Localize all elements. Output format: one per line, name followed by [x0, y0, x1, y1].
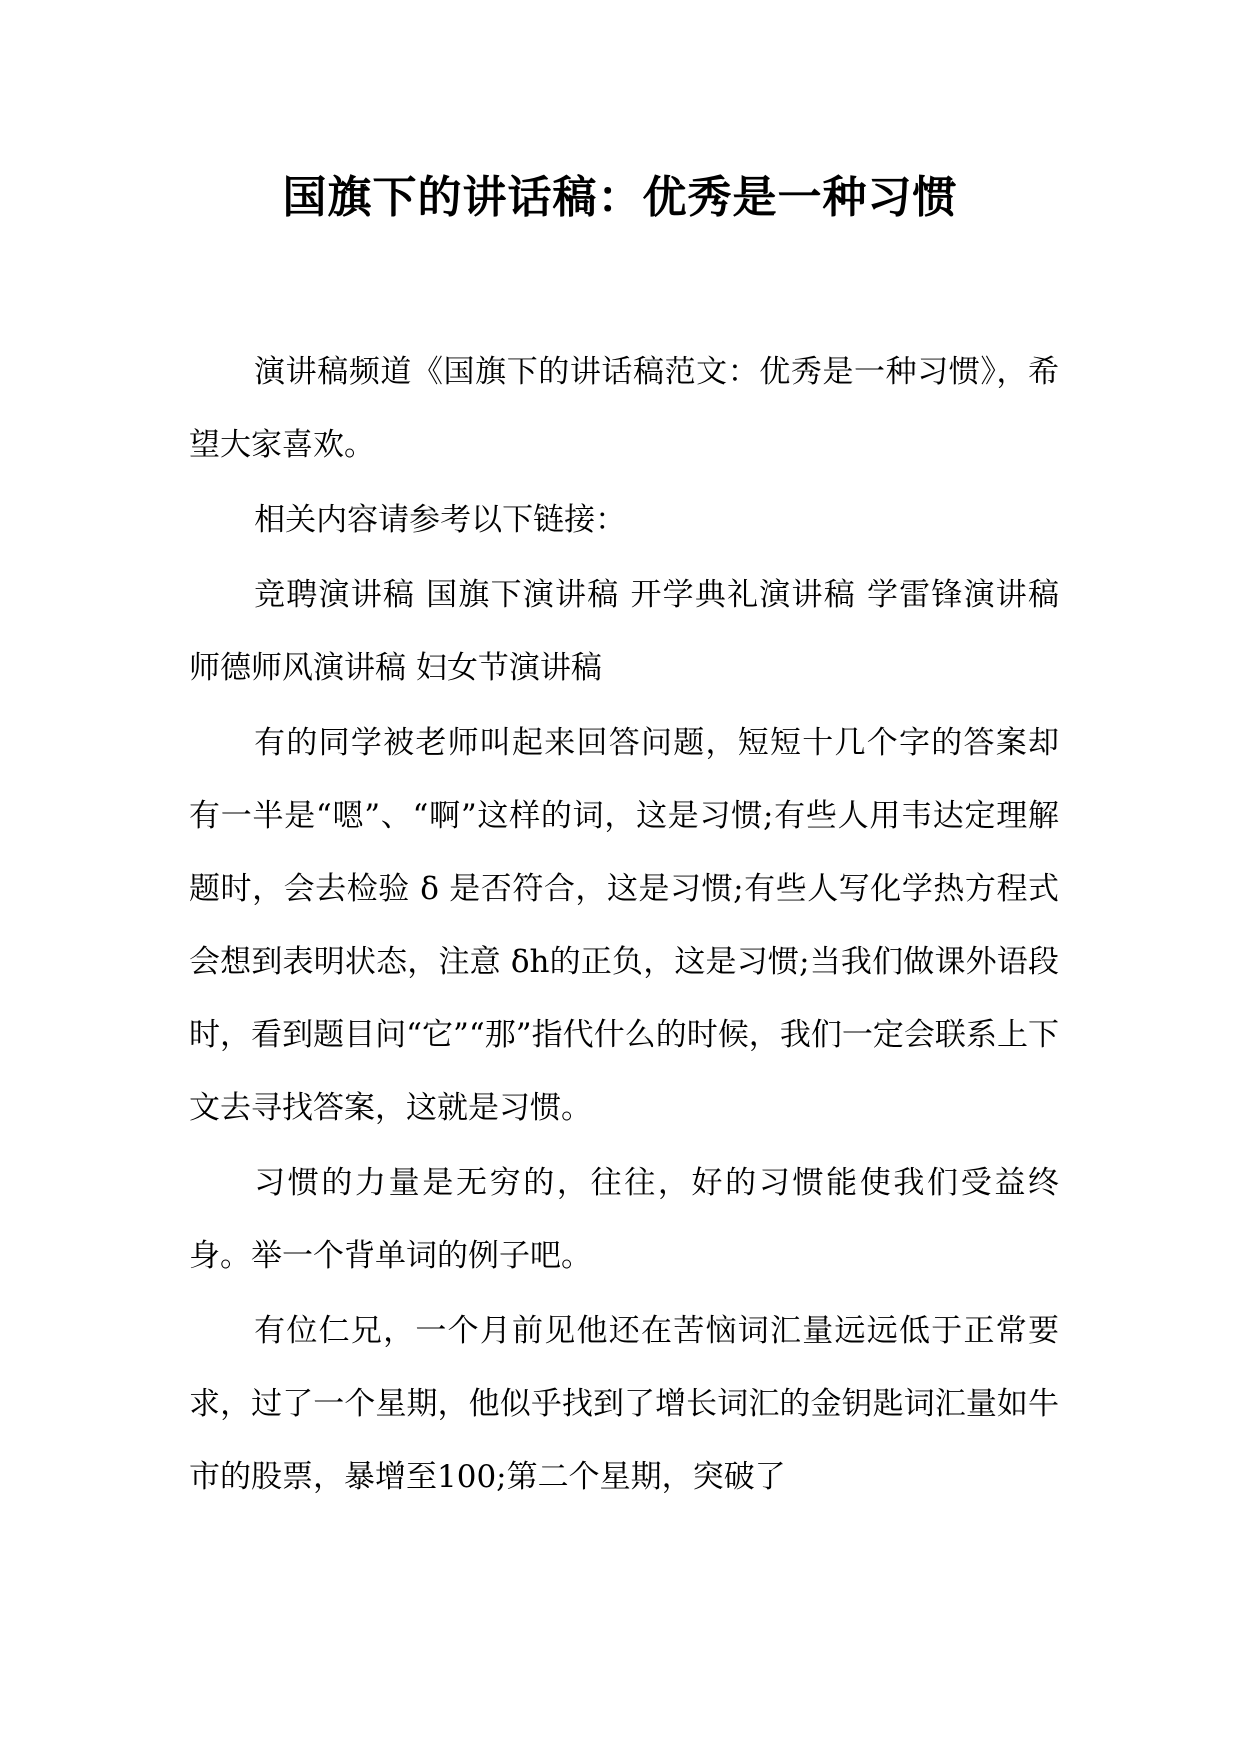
document-title: 国旗下的讲话稿：优秀是一种习惯	[282, 172, 958, 223]
paragraph-power-of-habit: 习惯的力量是无穷的，往往，好的习惯能使我们受益终身。举一个背单词的例子吧。	[189, 1165, 1059, 1274]
paragraph-related-links-label: 相关内容请参考以下链接：	[254, 502, 627, 538]
document-body	[189, 336, 1059, 1516]
paragraph-intro: 演讲稿频道《国旗下的讲话稿范文：优秀是一种习惯》，希望大家喜欢。	[189, 354, 1059, 463]
paragraph-related-links: 竞聘演讲稿 国旗下演讲稿 开学典礼演讲稿 学雷锋演讲稿 师德师风演讲稿 妇女节演讲稿	[189, 577, 1059, 686]
paragraph-habit-examples: 有的同学被老师叫起来回答问题，短短十几个字的答案却有一半是“嗯”、“啊”这样的词，这是习惯;有些人用韦达定理解题时，会去检验 δ 是否符合，这是习惯;有些人写化学热方程式会想到表明状态，注意 δh的正负，这是习惯;当我们做课外语段时，看到题目问“它”“那”指代什么的时候，我们一定会联系上下文去寻找答案，这就是习惯。	[189, 725, 1059, 1126]
paragraph-vocabulary-story: 有位仁兄，一个月前见他还在苦恼词汇量远远低于正常要求，过了一个星期，他似乎找到了增长词汇的金钥匙词汇量如牛市的股票，暴增至100;第二个星期，突破了	[189, 1313, 1059, 1495]
